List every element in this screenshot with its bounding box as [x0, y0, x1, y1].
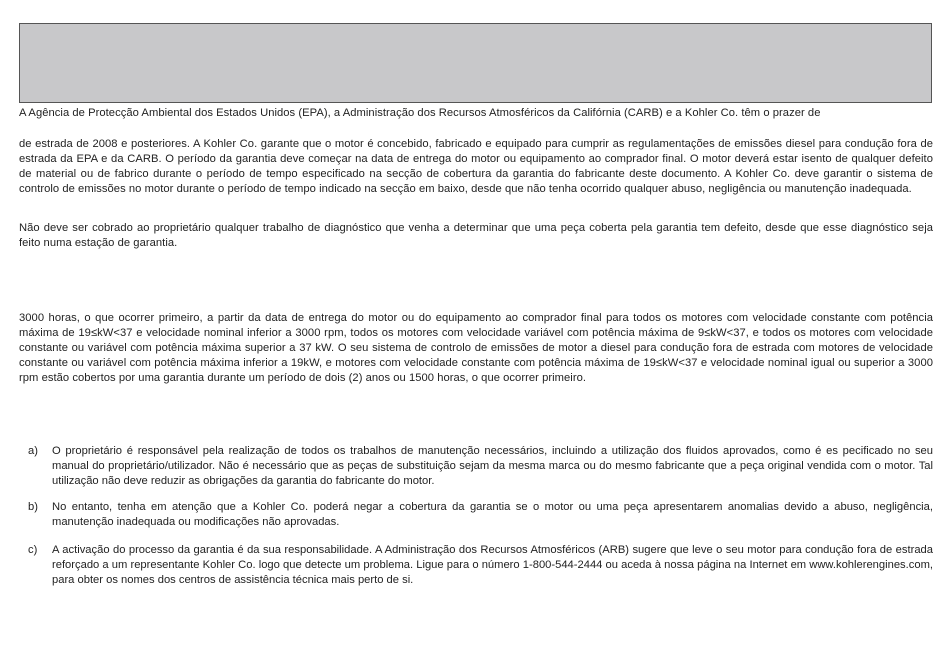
list-item-b	[19, 500, 933, 530]
list-marker: c)	[28, 544, 38, 556]
diagnostic-paragraph: Não deve ser cobrado ao proprietário qualquer trabalho de diagnóstico que venha a determinar que uma peça coberta pela garantia tem defeito, desde que esse diagnóstico seja feito numa estação de garantia.	[19, 222, 933, 249]
list-item-text: No entanto, tenha em atenção que a Kohler Co. poderá negar a cobertura da garantia se o motor ou uma peça apresentarem anomalias devido a abuso, negligência, manutenção inadequada ou modificações não aprovadas.	[52, 501, 933, 528]
list-marker: a)	[28, 445, 38, 457]
warranty-paragraph-1: de estrada de 2008 e posteriores. A Kohler Co. garante que o motor é concebido, fabricado e equipado para cumprir as regulamentações de emissões diesel para condução fora de estrada da EPA e da CARB. O período da garantia deve começar na data de entrega do motor ou equipamento ao comprador final. O motor deverá estar isento de qualquer defeito de material ou de fabrico durante o período de tempo especificado na secção de cobertura da garantia do fabricante deste documento. A Kohler Co. deve garantir o sistema de controlo de emissões no motor durante o período de tempo indicado na secção em baixo, desde que não tenha ocorrido qualquer abuso, negligência ou manutenção inadequada.	[19, 138, 933, 195]
list-item-a	[19, 444, 933, 489]
intro-line: A Agência de Protecção Ambiental dos Estados Unidos (EPA), a Administração dos Recursos Atmosféricos da Califórnia (CARB) e a Kohler Co. têm o prazer de	[19, 107, 821, 119]
coverage-paragraph: 3000 horas, o que ocorrer primeiro, a partir da data de entrega do motor ou do equipamento ao comprador final para todos os motores com velocidade constante com potência máxima de 19≤kW<37 e velocidade nominal inferior a 3000 rpm, todos os motores com velocidade variável com potência máxima de 9≤kW<37, e todos os motores com velocidade constante ou variável com potência máxima superior a 37 kW. O seu sistema de controlo de emissões de motor a diesel para condução fora de estrada com motores de velocidade constante ou variável com potência máxima inferior a 19kW, e motores com velocidade constante com potência máxima de 19≤kW<37 e velocidade nominal igual ou superior a 3000 rpm estão cobertos por uma garantia durante um período de dois (2) anos ou 1500 horas, o que ocorrer primeiro.	[19, 312, 933, 384]
list-item-text: A activação do processo da garantia é da sua responsabilidade. A Administração dos Recursos Atmosféricos (ARB) sugere que leve o seu motor para condução fora de estrada reforçado a um representante Kohler Co. logo que detecte um problema. Ligue para o número 1-800-544-2444 ou aceda à nossa página na Internet em www.kohlerengines.com, para obter os nomes dos centros de assistência técnica mais perto de si.	[52, 544, 933, 586]
list-item-c	[19, 543, 933, 588]
list-item-text: O proprietário é responsável pela realização de todos os trabalhos de manutenção necessários, incluindo a utilização dos fluidos aprovados, como é es pecificado no seu manual do proprietário/utilizador. Não é necessário que as peças de substituição sejam da mesma marca ou do mesmo fabricante que a peça original vendida com o motor. Tal utilização não deve reduzir as obrigações da garantia do fabricante do motor.	[52, 445, 933, 487]
list-marker: b)	[28, 501, 38, 513]
header-banner	[19, 23, 932, 103]
